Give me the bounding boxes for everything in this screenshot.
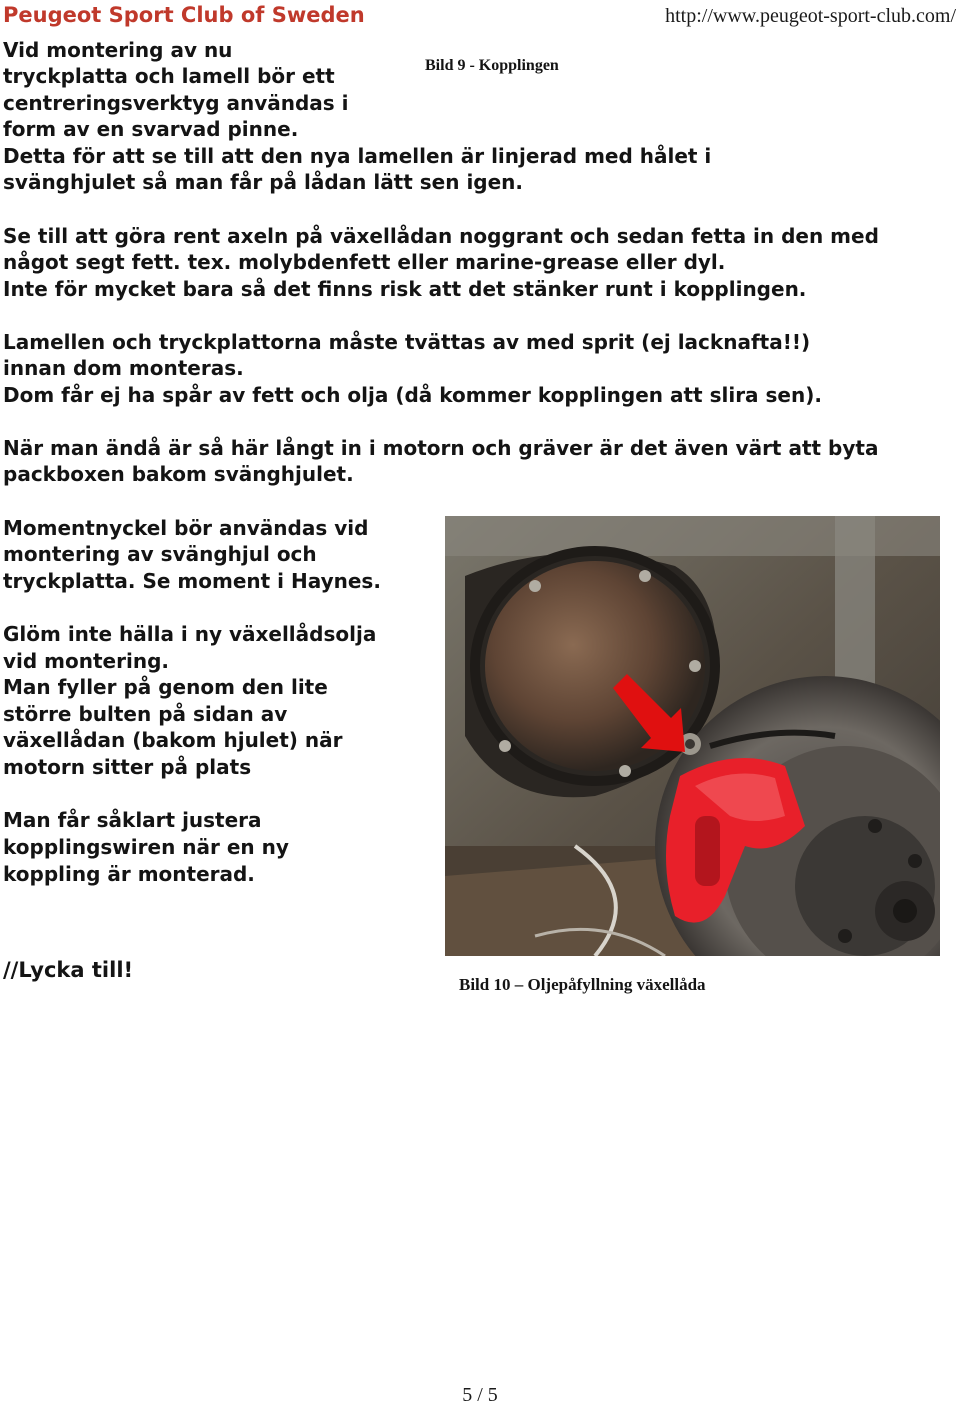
text-line: centreringsverktyg användas i	[3, 91, 349, 115]
text-line: montering av svänghjul och	[3, 542, 317, 566]
text-line: När man ändå är så här långt in i motorn och gräver är det även värt att byta	[3, 436, 879, 460]
text-line: vid montering.	[3, 649, 169, 673]
text-line: tryckplatta. Se moment i Haynes.	[3, 569, 381, 593]
text-line: Man får såklart justera	[3, 808, 262, 832]
text-line: Inte för mycket bara så det finns risk att det stänker runt i kopplingen.	[3, 277, 807, 301]
header-url[interactable]: http://www.peugeot-sport-club.com/	[665, 5, 956, 27]
text-line: Momentnyckel bör användas vid	[3, 516, 369, 540]
text-line: Dom får ej ha spår av fett och olja (då kommer kopplingen att slira sen).	[3, 383, 822, 407]
caption-bild-10: Bild 10 – Oljepåfyllning växellåda	[459, 975, 706, 994]
text-line: innan dom monteras.	[3, 356, 244, 380]
text-line: Vid montering av nu	[3, 38, 233, 62]
text-line: Man fyller på genom den lite	[3, 675, 328, 699]
text-line: Glöm inte hälla i ny växellådsolja	[3, 622, 377, 646]
page-number: 5 / 5	[462, 1384, 498, 1406]
text-line: tryckplatta och lamell bör ett	[3, 64, 335, 88]
text-line: Detta för att se till att den nya lamellen är linjerad med hålet i	[3, 144, 712, 168]
text-line: koppling är monterad.	[3, 862, 255, 886]
text-line: svänghjulet så man får på lådan lätt sen igen.	[3, 170, 524, 194]
text-line: form av en svarvad pinne.	[3, 117, 299, 141]
caption-bild-9: Bild 9 - Kopplingen	[425, 57, 559, 74]
text-line: kopplingswiren när en ny	[3, 835, 289, 859]
header-title: Peugeot Sport Club of Sweden	[3, 3, 365, 27]
text-line: växellådan (bakom hjulet) när	[3, 728, 343, 752]
text-line: packboxen bakom svänghjulet.	[3, 462, 354, 486]
text-line: Lamellen och tryckplattorna måste tvättas av med sprit (ej lacknafta!!)	[3, 330, 811, 354]
gearbox-photo	[445, 516, 940, 956]
text-line: Se till att göra rent axeln på växellådan noggrant och sedan fetta in den med	[3, 224, 879, 248]
text-line: motorn sitter på plats	[3, 755, 252, 779]
text-line: något segt fett. tex. molybdenfett eller marine-grease eller dyl.	[3, 250, 726, 274]
closing-line: //Lycka till!	[3, 958, 134, 982]
text-line: större bulten på sidan av	[3, 702, 288, 726]
